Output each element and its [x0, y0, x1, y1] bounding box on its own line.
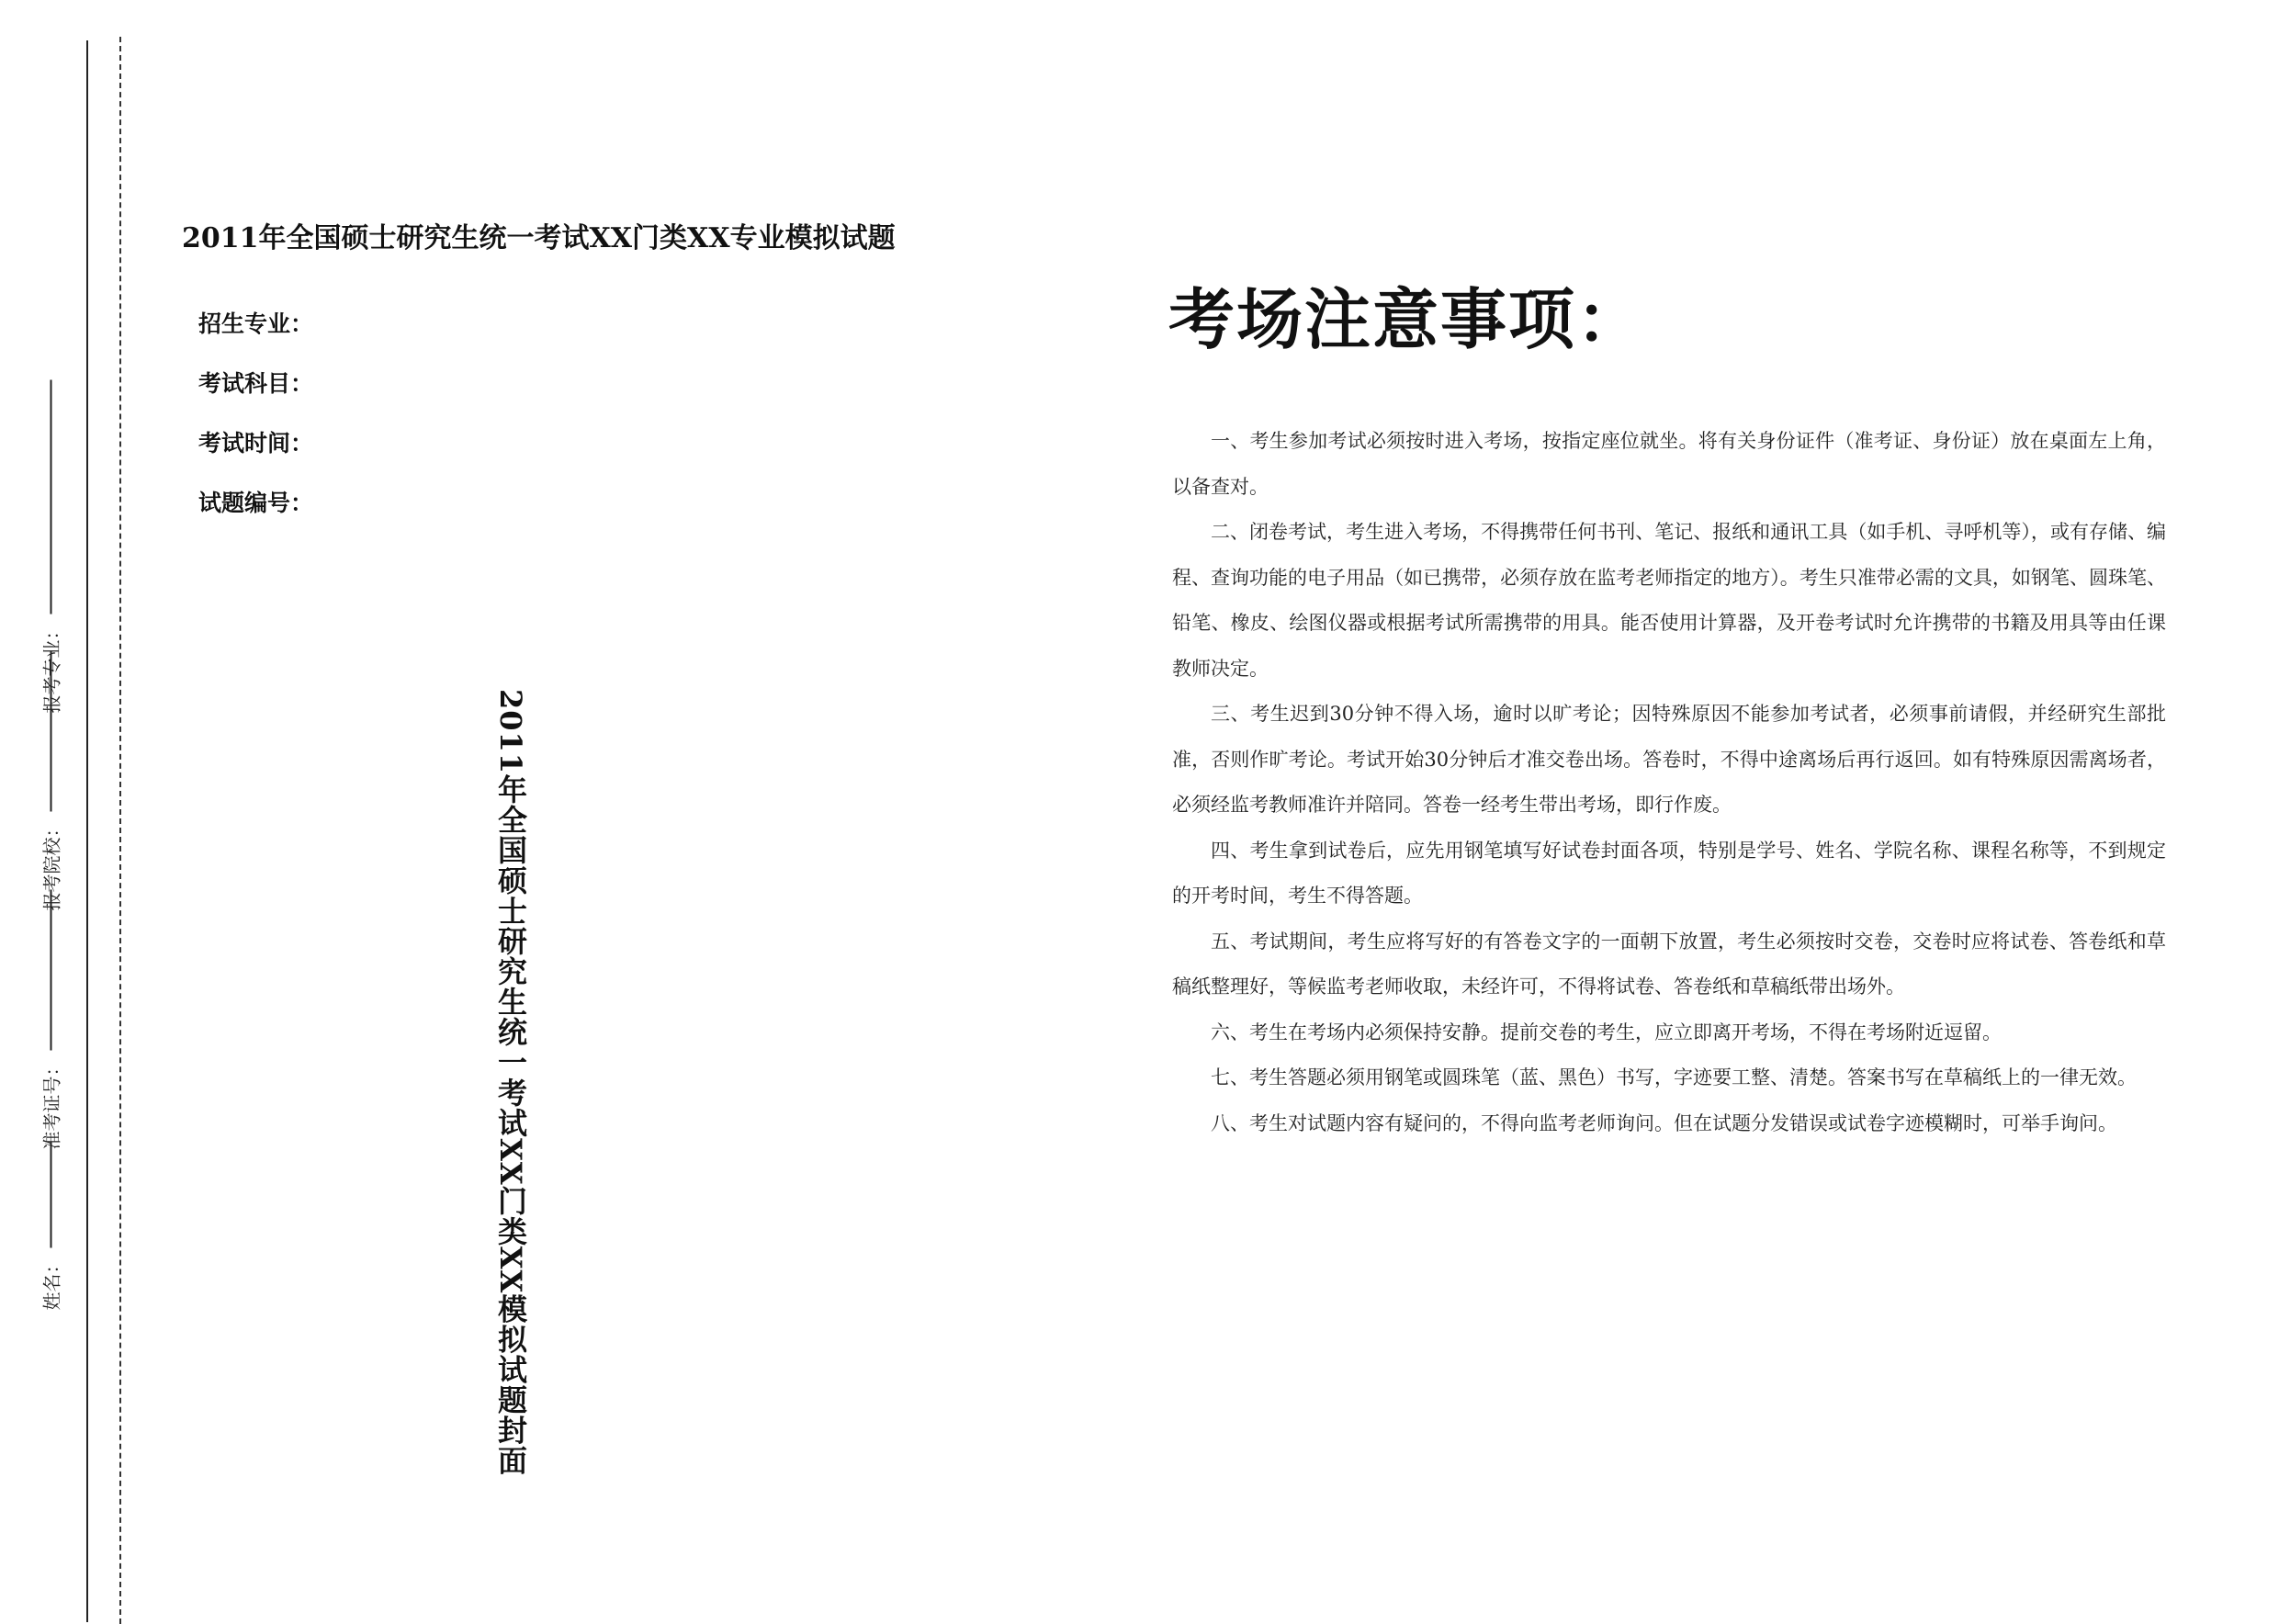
margin-label-name: 姓名：: [40, 1255, 63, 1311]
cover-title: 2011年全国硕士研究生统一考试XX门类XX专业模拟试题: [182, 222, 896, 254]
margin-blank-school[interactable]: [50, 651, 51, 812]
margin-blank-major[interactable]: [50, 380, 51, 615]
exam-rule-8: 八、考生对试题内容有疑问的，不得向监考老师询问。但在试题分发错误或试卷字迹模糊时，可举手询问。: [1211, 1111, 2117, 1134]
exam-rule-4: 四、考生拿到试卷后，应先用钢笔填写好试卷封面各项，特别是学号、姓名、学院名称、课程名称等，不到规定的开考时间，考生不得答题。: [1172, 839, 2166, 907]
info-field-exam-subject: 考试科目：: [198, 370, 314, 397]
spine-vertical-title: 2011年全国硕士研究生统一考试XX门类XX模拟试题封面: [493, 689, 528, 1476]
exam-rule-5: 五、考试期间，考生应将写好的有答卷文字的一面朝下放置，考生必须按时交卷，交卷时应将试卷、答卷纸和草稿纸整理好，等候监考老师收取，未经许可，不得将试卷、答卷纸和草稿纸带出场外。: [1172, 930, 2166, 998]
exam-rule-7: 七、考生答题必须用钢笔或圆珠笔（蓝、黑色）书写，字迹要工整、清楚。答案书写在草稿纸上的一律无效。: [1211, 1066, 2137, 1088]
binding-solid-line: [86, 40, 88, 1622]
margin-blank-ticket-number[interactable]: [50, 890, 51, 1051]
margin-label-major: 报考专业：: [40, 621, 63, 714]
exam-rules-list: [1172, 419, 2166, 1146]
exam-rule-1: 一、考生参加考试必须按时进入考场，按指定座位就坐。将有关身份证件（准考证、身份证）放在桌面左上角，以备查对。: [1172, 430, 2166, 498]
margin-label-school: 报考院校：: [40, 818, 63, 911]
binding-dashed-cut-line: [119, 37, 121, 1624]
exam-rule-3: 三、考生迟到30分钟不得入场，逾时以旷考论；因特殊原因不能参加考试者，必须事前请假，并经研究生部批准，否则作旷考论。考试开始30分钟后才准交卷出场。答卷时，不得中途离场后再行返回。如有特殊原因需离场者，必须经监考教师准许并陪同。答卷一经考生带出考场，即行作废。: [1172, 703, 2166, 816]
exam-rule-2: 二、闭卷考试，考生进入考场，不得携带任何书刊、笔记、报纸和通讯工具（如手机、寻呼机等），或有存储、编程、查询功能的电子用品（如已携带，必须存放在监考老师指定的地方）。考生只准带必需的文具，如钢笔、圆珠笔、铅笔、橡皮、绘图仪器或根据考试所需携带的用具。能否使用计算器，及开卷考试时允许携带的书籍及用具等由任课教师决定。: [1172, 521, 2166, 680]
exam-rule-6: 六、考生在考场内必须保持安静。提前交卷的考生，应立即离开考场，不得在考场附近逗留。: [1211, 1021, 2002, 1043]
cover-info-list: [198, 306, 313, 545]
notice-heading: 考场注意事项：: [1168, 280, 1645, 358]
info-field-exam-time: 考试时间：: [198, 430, 314, 457]
margin-blank-name[interactable]: [50, 1143, 51, 1248]
margin-label-ticket-number: 准考证号：: [40, 1057, 63, 1150]
info-field-paper-number: 试题编号：: [198, 490, 314, 516]
info-field-enrollment-major: 招生专业：: [198, 310, 314, 337]
